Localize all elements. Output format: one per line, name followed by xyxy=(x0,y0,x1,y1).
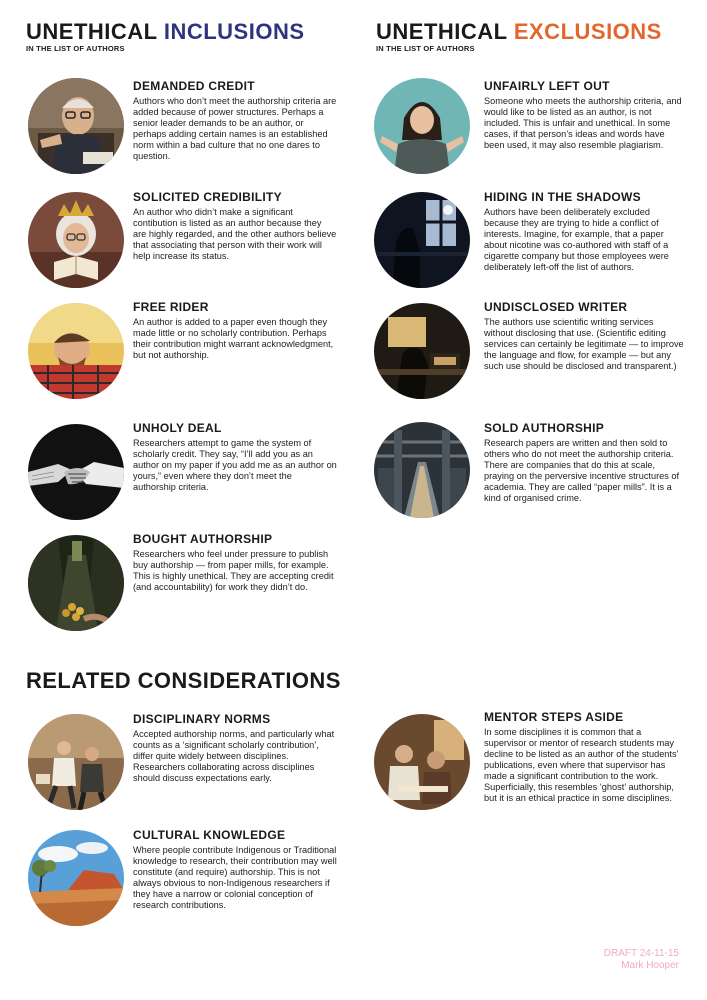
entry-title: MENTOR STEPS ASIDE xyxy=(484,710,624,724)
entry-description: Authors have been deliberately excluded because they are trying to hide a conflict of interests. Imagine, for example, that a paper about nicotine was co-authored with staff of a cigarette company but those employees were deliberately left-off the list of authors. xyxy=(484,207,669,272)
entry-title: FREE RIDER xyxy=(133,300,209,314)
entry-description: Where people contribute Indigenous or Traditional knowledge to research, their contribution may well constitute (and require) authorship. This is not always obvious to non-Indigenous researchers if they have a narrow or colonial conception of research contributions. xyxy=(133,845,337,910)
entry-text xyxy=(133,533,337,593)
entry-title: UNDISCLOSED WRITER xyxy=(484,300,628,314)
entry-text xyxy=(484,301,684,372)
inclusions-header xyxy=(26,20,305,53)
illustration-writer-at-desk xyxy=(374,303,470,399)
entry-text xyxy=(484,422,684,504)
entry-title: BOUGHT AUTHORSHIP xyxy=(133,532,273,546)
entry-title: DEMANDED CREDIT xyxy=(133,79,255,93)
entry-title: UNFAIRLY LEFT OUT xyxy=(484,79,610,93)
illustration-handshake xyxy=(28,424,124,520)
entry-title: SOLD AUTHORSHIP xyxy=(484,421,605,435)
entry-text xyxy=(133,713,337,784)
exclusions-title: UNETHICAL EXCLUSIONS xyxy=(376,19,662,44)
illustration-outback-landscape xyxy=(28,830,124,926)
illustration-paper-mill-factory xyxy=(374,422,470,518)
entry-title: UNHOLY DEAL xyxy=(133,421,222,435)
entry-description: Someone who meets the authorship criteria, and would like to be listed as an author, is not included. This is unfair and unethical. In some cases, if that person’s ideas and words have been used, it may also resemble plagiarism. xyxy=(484,96,682,150)
illustration-shadowy-window xyxy=(374,192,470,288)
entry-description: Researchers attempt to game the system of scholarly credit. They say, “I’ll add you as an author on my paper if you add me as an author on yours,” even where they don’t meet the authorship criteria. xyxy=(133,438,337,492)
inclusions-title: UNETHICAL INCLUSIONS xyxy=(26,19,305,44)
entry-text xyxy=(133,829,337,911)
entry-description: In some disciplines it is common that a supervisor or mentor of research students may decline to be listed as an author of the students’ publications, even where that supervisor has made a significant contribution to the work. Superficially, this resembles ‘ghost’ authorship, but it is an ethical practice in some disciplines. xyxy=(484,727,679,803)
entry-text xyxy=(133,301,337,361)
entry-description: The authors use scientific writing services without disclosing that use. (Scientific editing services can certainly be legitimate — to improve the language and flow, for example — but any such use should be disclosed and transparent.) xyxy=(484,317,684,371)
entry-title: HIDING IN THE SHADOWS xyxy=(484,190,641,204)
entry-text xyxy=(133,422,337,493)
entry-description: Authors who don’t meet the authorship criteria are added because of power structures. Perhaps a senior leader demands to be an author, or perhaps adding certain names is an established norm within a bad culture that no one dares to question. xyxy=(133,96,337,161)
entry-description: Research papers are written and then sold to others who do not meet the authorship criteria. There are companies that do this at scale, praying on the perversive incentive structures of academia. They are called “paper mills”. It is a kind of organised crime. xyxy=(484,438,680,503)
entry-title: SOLICITED CREDIBILITY xyxy=(133,190,282,204)
related-considerations-title: RELATED CONSIDERATIONS xyxy=(26,668,341,693)
illustration-mentor-and-students xyxy=(374,714,470,810)
entry-description: Researchers who feel under pressure to publish buy authorship — from paper mills, for example. This is highly unethical. They are accepting credit (and accountability) for work they didn’t do. xyxy=(133,549,334,592)
illustration-woman-shrugging xyxy=(374,78,470,174)
inclusions-subtitle: IN THE LIST OF AUTHORS xyxy=(26,44,125,53)
illustration-man-sleeping xyxy=(28,303,124,399)
exclusions-header xyxy=(376,20,662,53)
illustration-senior-leader-pointing xyxy=(28,78,124,174)
entry-description: An author who didn’t make a significant contibution is listed as an author because they are highly regarded, and the other authors believe that associating that person with their work will help increase its status. xyxy=(133,207,337,261)
entry-title: CULTURAL KNOWLEDGE xyxy=(133,828,286,842)
entry-text xyxy=(484,711,684,804)
draft-date: DRAFT 24-11-15 xyxy=(603,948,679,959)
illustration-crowned-woman-reading xyxy=(28,192,124,288)
draft-watermark xyxy=(604,948,679,972)
illustration-coins-in-alley xyxy=(28,535,124,631)
entry-text xyxy=(133,191,337,262)
entry-description: An author is added to a paper even though they made little or no scholarly contribution. Perhaps their contribution might warrant acknowledgment, but not authorship. xyxy=(133,317,334,360)
entry-description: Accepted authorship norms, and particularly what counts as a ‘significant scholarly contribution’, differ quite widely between disciplines. Researchers collaborating across disciplines should discuss expectations early. xyxy=(133,729,335,783)
illustration-researchers-walking xyxy=(28,714,124,810)
draft-author: Mark Hooper xyxy=(621,960,679,971)
entry-text xyxy=(484,80,684,151)
entry-title: DISCIPLINARY NORMS xyxy=(133,712,271,726)
entry-text xyxy=(484,191,684,273)
exclusions-subtitle: IN THE LIST OF AUTHORS xyxy=(376,44,475,53)
entry-text xyxy=(133,80,337,162)
